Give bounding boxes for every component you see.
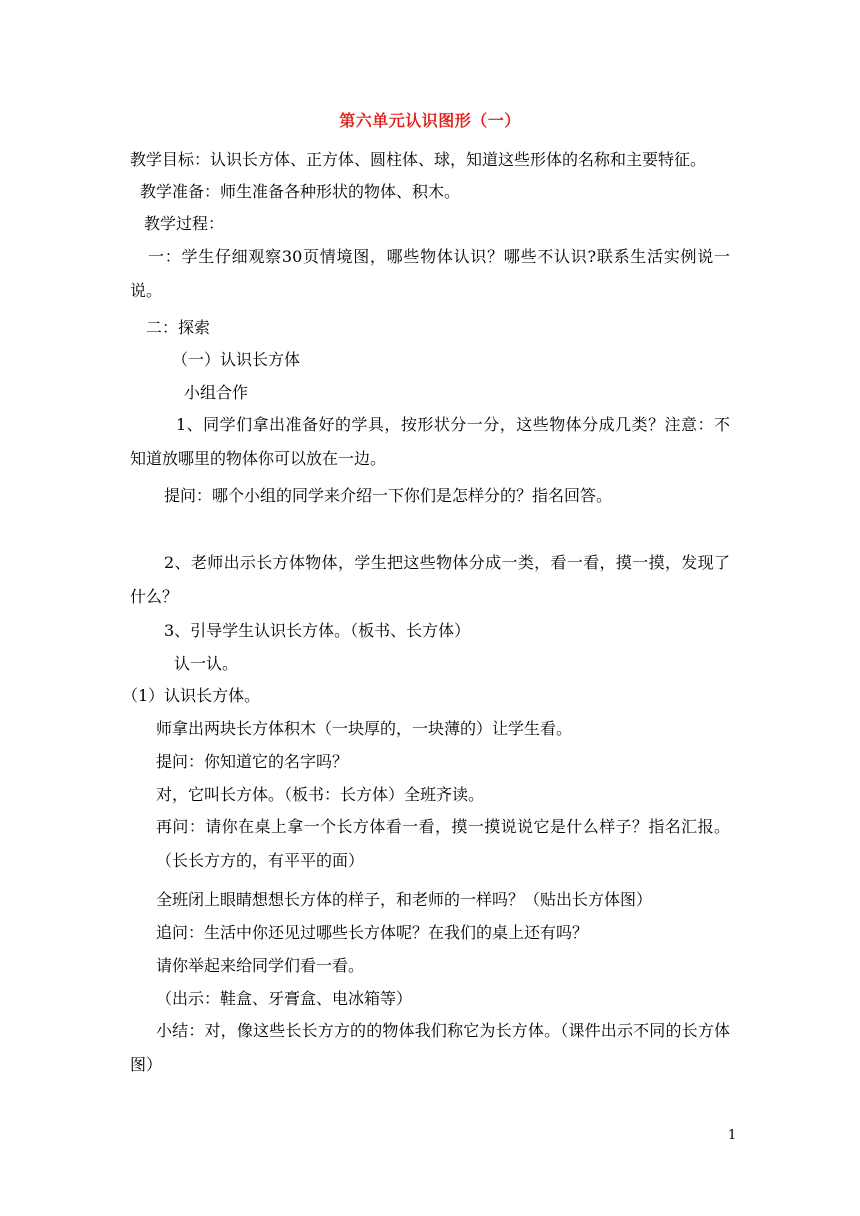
paragraph-step-one: 一：学生仔细观察30页情境图，哪些物体认识？哪些不认识?联系生活实例说一说。 (130, 247, 730, 300)
paragraph-follow-up: 追问：生活中你还见过哪些长方体呢？在我们的桌上还有吗？ (156, 923, 589, 942)
paragraph-answer-cuboid: 对，它叫长方体。（板书：长方体）全班齐读。 (156, 785, 485, 804)
paragraph-item-3: 3、引导学生认识长方体。（板书、长方体） (164, 621, 471, 640)
paragraph-item-1: 1、同学们拿出准备好的学具，按形状分一分，这些物体分成几类？注意：不知道放哪里的物体你可以放在一边。 (130, 415, 730, 468)
paragraph-recognize: 认一认。 (174, 654, 239, 673)
paragraph-summary: 小结：对，像这些长长方方的的物体我们称它为长方体。（课件出示不同的长方体图） (130, 1021, 730, 1074)
paragraph-question-groups: 提问：哪个小组的同学来介绍一下你们是怎样分的？指名回答。 (164, 486, 613, 505)
paragraph-show-examples: （出示：鞋盒、牙膏盒、电冰箱等） (156, 989, 413, 1008)
paragraph-sub-1: （1）认识长方体。 (122, 686, 261, 705)
paragraph-item-2: 2、老师出示长方体物体，学生把这些物体分成一类，看一看，摸一摸，发现了什么？ (130, 553, 730, 606)
paragraph-explore: 二：探索 (146, 318, 211, 337)
document-title: 第六单元认识图形（一） (339, 111, 521, 130)
paragraph-teaching-goal: 教学目标：认识长方体、正方体、圆柱体、球，知道这些形体的名称和主要特征。 (130, 150, 707, 169)
paragraph-question-name: 提问：你知道它的名字吗？ (156, 752, 349, 771)
paragraph-hold-up: 请你举起来给同学们看一看。 (156, 956, 365, 975)
paragraph-teaching-process: 教学过程： (144, 214, 225, 233)
paragraph-close-eyes: 全班闭上眼睛想想长方体的样子，和老师的一样吗？（贴出长方体图） (156, 890, 653, 909)
paragraph-teaching-prep: 教学准备：师生准备各种形状的物体、积木。 (140, 182, 461, 201)
paragraph-section-cuboid: （一）认识长方体 (172, 350, 301, 369)
paragraph-teacher-blocks: 师拿出两块长方体积木（一块厚的，一块薄的）让学生看。 (156, 719, 573, 738)
paragraph-group-work: 小组合作 (184, 383, 249, 402)
paragraph-ask-again: 再问：请你在桌上拿一个长方体看一看，摸一摸说说它是什么样子？指名汇报。（长长方方的，有平平的面） (156, 817, 730, 870)
page-number: 1 (728, 1128, 737, 1143)
